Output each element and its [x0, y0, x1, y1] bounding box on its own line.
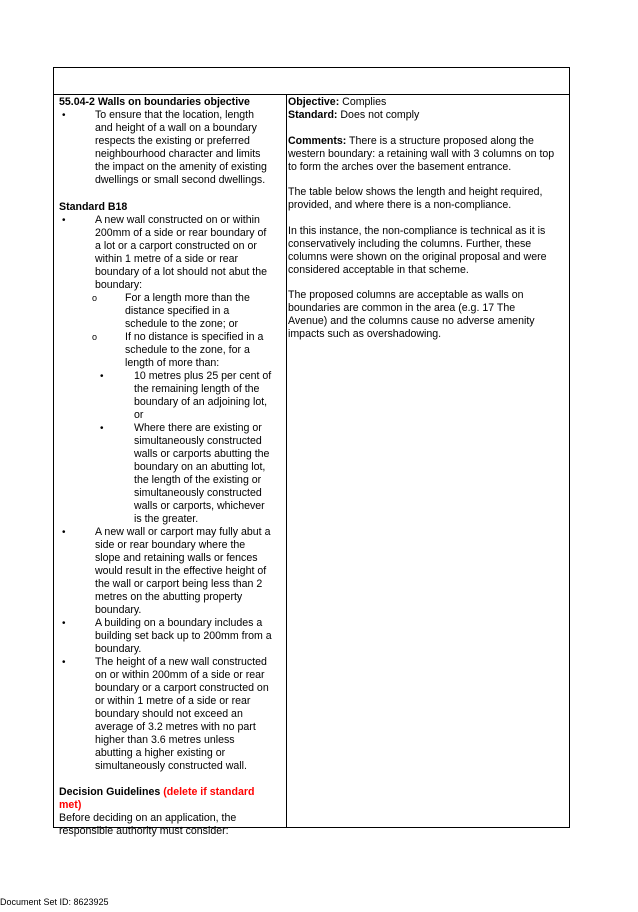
- text-line: A new wall or carport may fully abut a: [95, 526, 271, 538]
- text-line: provided, and where there is a non-compliance.: [288, 199, 512, 211]
- text-line: dwellings or small second dwellings.: [95, 174, 266, 186]
- text-line: the wall or carport being less than 2: [95, 578, 263, 590]
- text-line: A new wall constructed on or within: [95, 214, 260, 226]
- standard-heading: Standard B18: [59, 201, 128, 213]
- text-line: boundary:: [95, 279, 143, 291]
- delete-note: (delete if standard: [163, 786, 255, 798]
- document-set-id: Document Set ID: 8623925: [0, 897, 109, 907]
- text-line: or within 1 metre of a side or rear: [95, 695, 251, 707]
- objective-title: 55.04-2 Walls on boundaries objective: [59, 96, 250, 108]
- text-line: The height of a new wall constructed: [95, 656, 267, 668]
- text-line: 10 metres plus 25 per cent of: [134, 370, 272, 382]
- text-line: boundaries are common in the area (e.g. 17 The: [288, 302, 516, 314]
- bullet-icon: •: [62, 618, 66, 629]
- text-line: boundary on an abutting lot,: [134, 461, 266, 473]
- text-line: boundary.: [95, 643, 142, 655]
- text-line: The table below shows the length and height required,: [288, 186, 543, 198]
- bullet-icon: •: [62, 110, 66, 121]
- text-line: boundary of a lot should not abut the: [95, 266, 267, 278]
- text-line: Where there are existing or: [134, 422, 262, 434]
- text-line: side or rear boundary where the: [95, 539, 246, 551]
- text-line: neighbourhood character and limits: [95, 148, 261, 160]
- standard-result: Standard: Does not comply: [288, 109, 420, 121]
- bullet-icon: •: [62, 527, 66, 538]
- text-line: building set back up to 200mm from a: [95, 630, 272, 642]
- text-line: conservatively including the columns. Further, these: [288, 238, 532, 250]
- text-line: metres on the abutting property: [95, 591, 243, 603]
- text-line: to form the arches over the basement entrance.: [288, 161, 512, 173]
- delete-note-continued: met): [59, 799, 82, 811]
- text-line: western boundary: a retaining wall with 3 columns on top: [288, 148, 555, 160]
- text-line: length of more than:: [125, 357, 220, 369]
- text-line: simultaneously constructed: [134, 435, 262, 447]
- text-line: For a length more than the: [125, 292, 250, 304]
- text-line: slope and retaining walls or fences: [95, 552, 258, 564]
- circle-bullet-icon: o: [92, 332, 98, 342]
- text-line: The proposed columns are acceptable as walls on: [288, 289, 524, 301]
- comments-first-line: Comments: There is a structure proposed along the: [288, 135, 534, 147]
- text-line: is the greater.: [134, 513, 199, 525]
- text-line: the remaining length of the: [134, 383, 260, 395]
- standard-column: [54, 95, 287, 837]
- text-line: abutting a higher existing or: [95, 747, 226, 759]
- text-line: In this instance, the non-compliance is technical as it is: [288, 225, 546, 237]
- text-line: schedule to the zone, for a: [125, 344, 250, 356]
- text-line: simultaneously constructed: [134, 487, 262, 499]
- text-line: boundary should not exceed an: [95, 708, 243, 720]
- text-line: or: [134, 409, 144, 421]
- text-line: If no distance is specified in a: [125, 331, 264, 343]
- text-line: average of 3.2 metres with no part: [95, 721, 256, 733]
- text-line: higher than 3.6 metres unless: [95, 734, 235, 746]
- bullet-icon: •: [62, 657, 66, 668]
- decision-guidelines-heading: Decision Guidelines (delete if standard: [59, 786, 255, 798]
- text-line: within 1 metre of a side or rear: [95, 253, 239, 265]
- text-line: 200mm of a side or rear boundary of: [95, 227, 267, 239]
- text-line: walls or carports, whichever: [134, 500, 265, 512]
- text-line: impacts such as overshadowing.: [288, 328, 442, 340]
- objective-result: Objective: Complies: [288, 96, 387, 108]
- text-line: on or within 200mm of a side or rear: [95, 669, 265, 681]
- text-line: A building on a boundary includes a: [95, 617, 263, 629]
- text-line: boundary or a carport constructed on: [95, 682, 269, 694]
- text-line: walls or carports abutting the: [134, 448, 270, 460]
- text-line: To ensure that the location, length: [95, 109, 255, 121]
- text-line: simultaneously constructed wall.: [95, 760, 247, 772]
- text-line: a lot or a carport constructed on or: [95, 240, 257, 252]
- text-line: Avenue) and the columns cause no adverse amenity: [288, 315, 535, 327]
- circle-bullet-icon: o: [92, 293, 98, 303]
- text-line: distance specified in a: [125, 305, 230, 317]
- assessment-column: [287, 95, 569, 827]
- text-line: boundary of an adjoining lot,: [134, 396, 268, 408]
- text-line: Before deciding on an application, the: [59, 812, 237, 824]
- assessment-table: [53, 67, 570, 837]
- text-line: boundary.: [95, 604, 142, 616]
- text-line: responsible authority must consider:: [59, 825, 229, 837]
- text-line: would result in the effective height of: [95, 565, 267, 577]
- bullet-icon: •: [100, 371, 104, 382]
- text-line: schedule to the zone; or: [125, 318, 239, 330]
- text-line: the length of the existing or: [134, 474, 262, 486]
- table-header-row: [54, 68, 569, 95]
- text-line: respects the existing or preferred: [95, 135, 250, 147]
- text-line: considered acceptable in that scheme.: [288, 264, 469, 276]
- text-line: and height of a wall on a boundary: [95, 122, 257, 134]
- text-line: columns were shown on the original proposal and were: [288, 251, 547, 263]
- bullet-icon: •: [62, 215, 66, 226]
- bullet-icon: •: [100, 423, 104, 434]
- text-line: the impact on the amenity of existing: [95, 161, 267, 173]
